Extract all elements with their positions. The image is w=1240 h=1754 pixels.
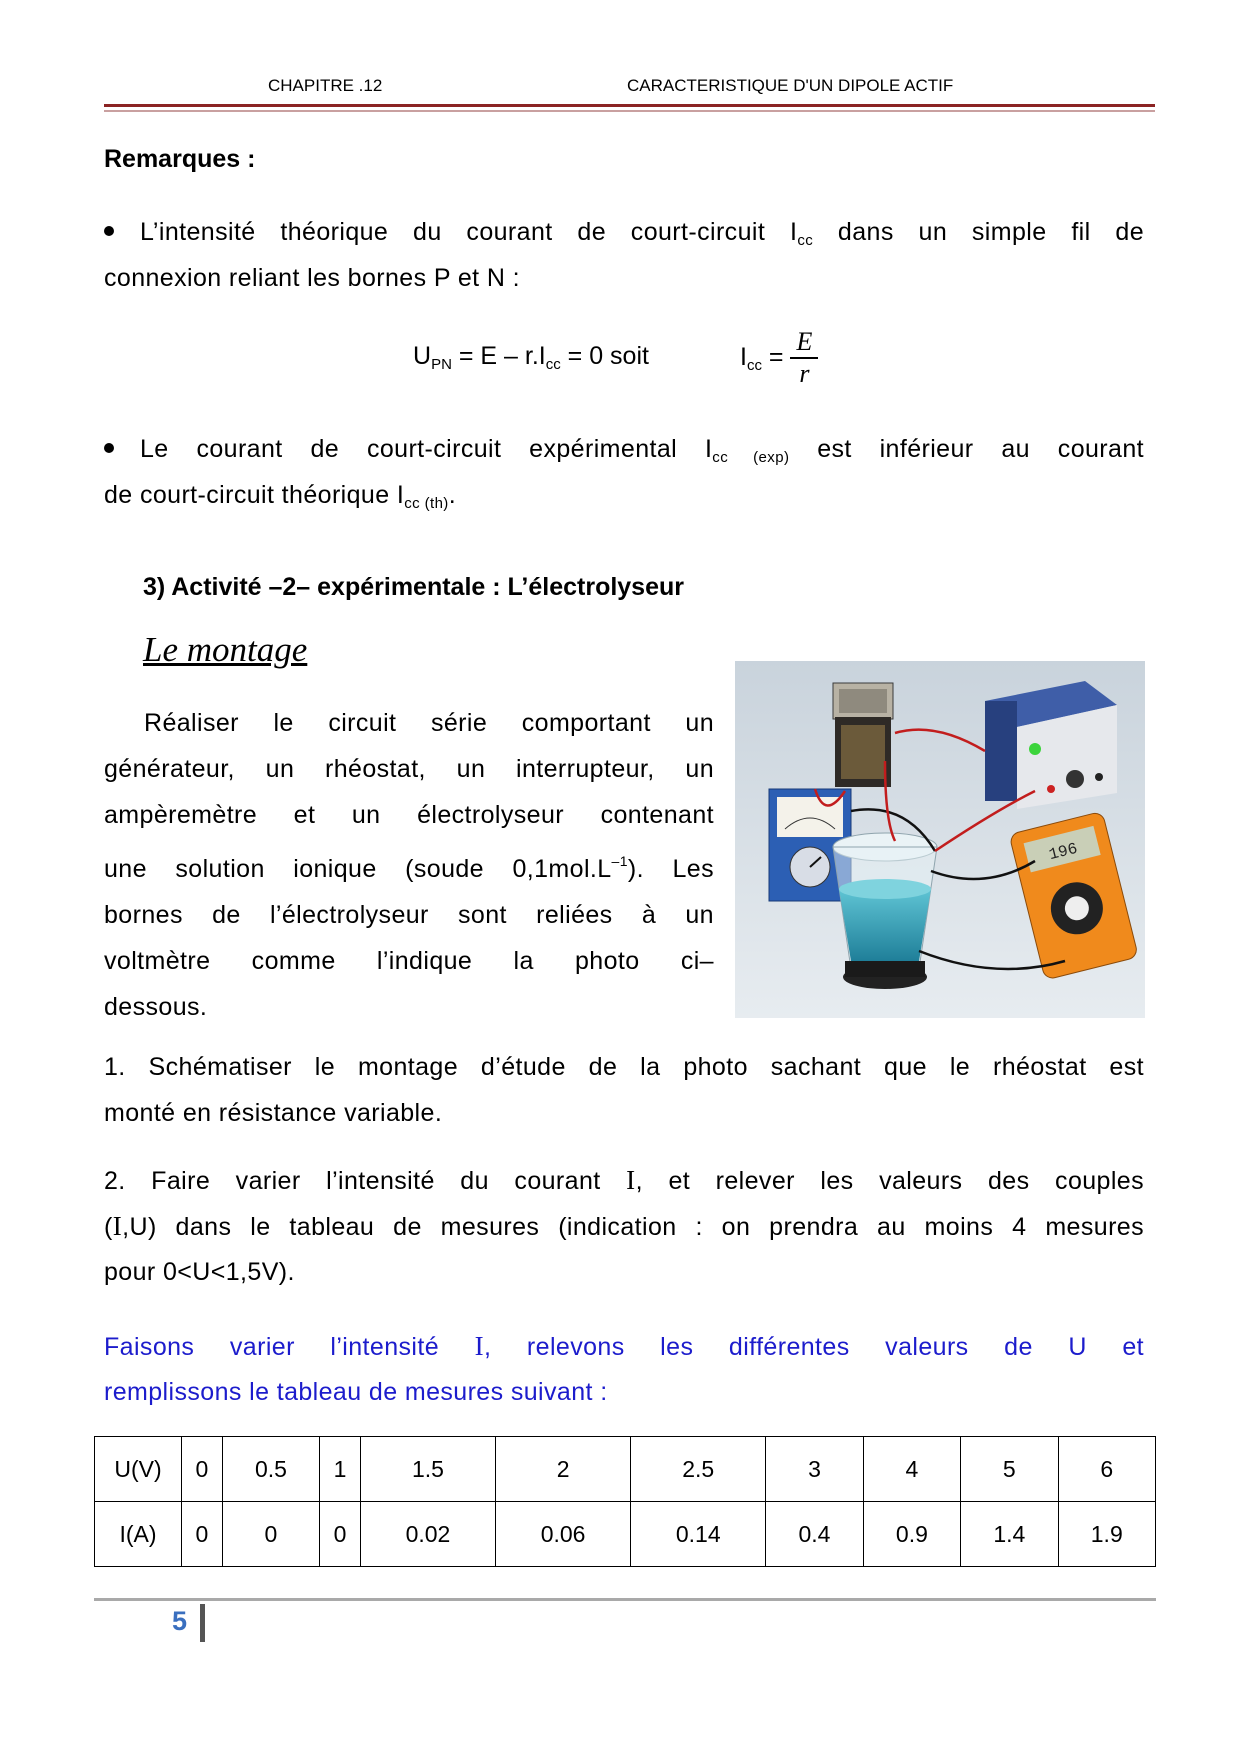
equation-icc: $I_{cc}$ = $\frac{E}{r}$	[740, 327, 818, 389]
equation-upn: $U_{PN} = E - r.I_{cc} = 0$ soit	[413, 342, 649, 373]
measurements-table	[94, 1436, 1156, 1567]
footer-divider	[200, 1604, 205, 1642]
table-row-i	[95, 1502, 1156, 1567]
table-cell: 4	[863, 1437, 960, 1502]
bullet-2-line-1: Le courant de court-circuit expérimental $I_{cc (exp)}$ est inférieur au courant	[104, 426, 1144, 481]
chapter-label: CHAPITRE .12	[268, 76, 383, 95]
paragraph-line: bornes de l’électrolyseur sont reliées à un	[104, 901, 714, 929]
table-cell: 5	[961, 1437, 1058, 1502]
table-cell: 1.4	[961, 1502, 1058, 1567]
table-cell: 0.14	[631, 1502, 766, 1567]
question-1-line-2: monté en résistance variable.	[104, 1099, 443, 1127]
montage-title: Le montage	[143, 630, 308, 669]
chapter-title: CARACTERISTIQUE D'UN DIPOLE ACTIF	[627, 76, 954, 95]
question-2-line-1: 2. Faire varier l’intensité du courant I, et relever les valeurs des couples	[104, 1165, 1145, 1195]
table-cell: 0	[182, 1502, 223, 1567]
table-cell: 2.5	[631, 1437, 766, 1502]
electrolyser-beaker	[833, 833, 937, 989]
table-cell: 1	[320, 1437, 361, 1502]
answer-line-2: remplissons le tableau de mesures suivant :	[104, 1378, 608, 1406]
remarques-heading: Remarques :	[104, 145, 256, 173]
question-1-line-1: 1. Schématiser le montage d’étude de la photo sachant que le rhéostat est	[104, 1053, 1144, 1081]
table-cell: 0.06	[496, 1502, 631, 1567]
table-row-u	[95, 1437, 1156, 1502]
bullet-2-line-2: de court-circuit théorique $I_{cc (th)}$.	[104, 481, 457, 512]
header-rule-thin	[104, 110, 1155, 112]
bullet-icon	[104, 443, 114, 453]
paragraph-line: dessous.	[104, 993, 208, 1021]
bullet-1-line-1: L’intensité théorique du courant de court-circuit $I_{cc}$ dans un simple fil de	[104, 209, 1144, 264]
row-label-i: I(A)	[95, 1502, 182, 1567]
page-number: 5	[172, 1606, 188, 1636]
paragraph-line: voltmètre comme l’indique la photo ci–	[104, 947, 714, 975]
voltmeter-display: 196	[1047, 839, 1080, 865]
bullet-icon	[104, 226, 114, 236]
table-cell: 2	[496, 1437, 631, 1502]
answer-line-1: Faisons varier l’intensité I, relevons les différentes valeurs de U et	[104, 1331, 1144, 1361]
footer-rule	[94, 1598, 1156, 1601]
generator	[985, 681, 1117, 809]
table-cell: 0	[320, 1502, 361, 1567]
paragraph-line: Réaliser le circuit série comportant un	[144, 709, 714, 737]
table-cell: 0.02	[360, 1502, 495, 1567]
table-cell: 0	[222, 1502, 319, 1567]
bullet-1-line-2: connexion reliant les bornes P et N :	[104, 264, 520, 292]
table-cell: 0.5	[222, 1437, 319, 1502]
table-cell: 3	[766, 1437, 863, 1502]
activity-heading: 3) Activité –2– expérimentale : L’électrolyseur	[143, 573, 684, 601]
montage-paragraph	[104, 700, 714, 1030]
paragraph-line: une solution ionique (soude $0,1mol.L^{-1}$). Les	[104, 853, 714, 883]
table-cell: 0.4	[766, 1502, 863, 1567]
paragraph-line: générateur, un rhéostat, un interrupteur, un	[104, 755, 714, 783]
row-label-u: U(V)	[95, 1437, 182, 1502]
electrolyser-setup-photo	[735, 661, 1145, 1018]
table-cell: 0	[182, 1437, 223, 1502]
table-cell: 0.9	[863, 1502, 960, 1567]
paragraph-line: ampèremètre et un électrolyseur contenant	[104, 801, 714, 829]
header-rule	[104, 104, 1155, 107]
question-2-line-2: (I,U) dans le tableau de mesures (indication : on prendra au moins 4 mesures	[104, 1211, 1144, 1241]
table-cell: 6	[1058, 1437, 1155, 1502]
table-cell: 1.5	[360, 1437, 495, 1502]
table-cell: 1.9	[1058, 1502, 1155, 1567]
question-2-line-3: pour 0<U<1,5V).	[104, 1258, 295, 1286]
fraction-e-over-r: $\frac{E}{r}$	[790, 327, 818, 389]
